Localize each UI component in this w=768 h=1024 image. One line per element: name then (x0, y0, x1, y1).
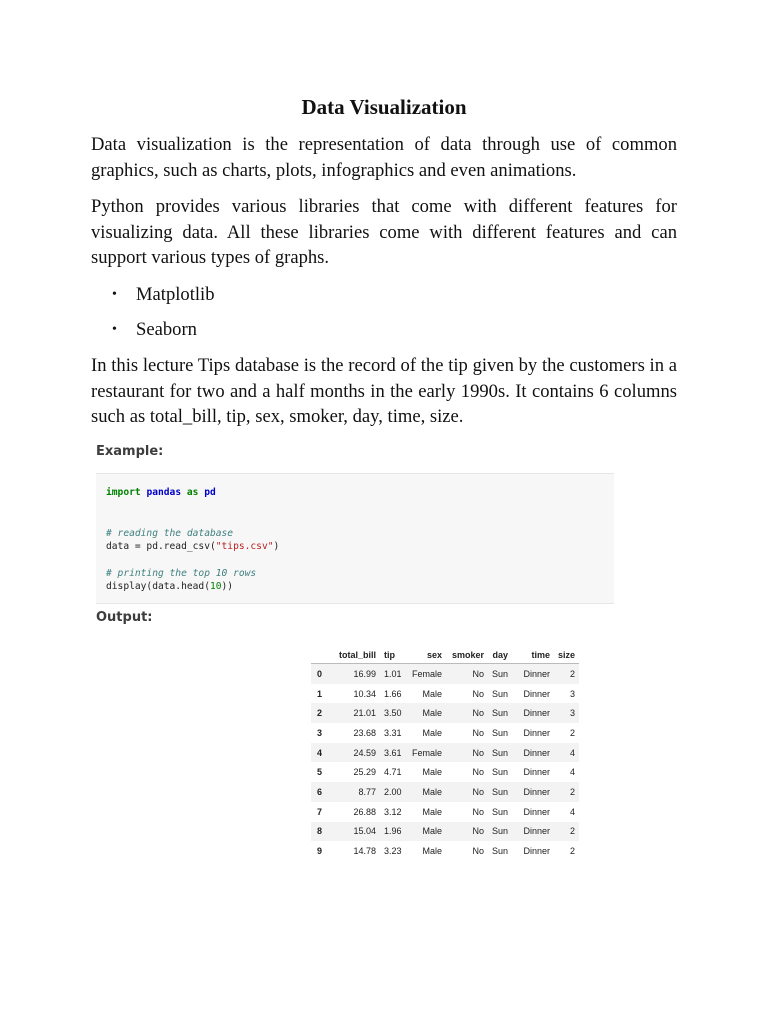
output-label: Output: (96, 610, 153, 625)
row-index: 6 (317, 786, 323, 797)
table-cell: Dinner (523, 727, 551, 738)
column-header: smoker (446, 646, 488, 664)
table-cell: No (472, 688, 485, 699)
table-cell: 1.01 (384, 668, 402, 679)
code-text: data = pd.read_csv( (106, 541, 216, 552)
table-cell: 1.66 (384, 688, 402, 699)
code-text: ) (273, 541, 280, 552)
table-cell: Sun (492, 688, 509, 699)
bullet-icon: • (112, 287, 117, 302)
table-cell: No (472, 747, 485, 758)
code-module: pandas (146, 487, 182, 498)
code-line-display (106, 580, 233, 593)
table-cell: 2 (570, 727, 576, 738)
table-cell: Sun (492, 846, 509, 857)
table-cell: No (472, 727, 485, 738)
table-cell: Dinner (523, 846, 551, 857)
row-index: 0 (317, 668, 323, 679)
table-cell: Dinner (523, 806, 551, 817)
table-row (311, 743, 579, 763)
table-row (311, 664, 579, 684)
table-cell: 3.50 (384, 708, 402, 719)
table-cell: Dinner (523, 688, 551, 699)
table-row (311, 762, 579, 782)
table-cell: Sun (492, 727, 509, 738)
column-header: total_bill (334, 646, 380, 664)
table-cell: Sun (492, 668, 509, 679)
table-cell: Dinner (523, 767, 551, 778)
code-block (96, 473, 614, 604)
table-cell: Male (422, 767, 443, 778)
table-cell: 3.31 (384, 727, 402, 738)
table-header-row (311, 646, 579, 664)
dataset-paragraph: In this lecture Tips database is the record of the tip given by the customers in a restaurant for two and a half months in the early 1990s. It contains 6 columns such as total_bill, tip, sex, smoker, day, time, size. (91, 355, 677, 427)
table-cell: Male (422, 846, 443, 857)
table-cell: 4 (570, 747, 576, 758)
table-cell: 24.59 (353, 747, 377, 758)
code-line-read (106, 540, 279, 553)
code-text: display(data.head( (106, 581, 210, 592)
code-keyword: import (106, 487, 141, 498)
row-index: 2 (317, 708, 323, 719)
row-index: 4 (317, 747, 323, 758)
table-cell: Sun (492, 806, 509, 817)
row-index: 9 (317, 846, 323, 857)
column-header: tip (380, 646, 406, 664)
table-cell: Dinner (523, 826, 551, 837)
table-cell: 21.01 (353, 708, 377, 719)
table-cell: Male (422, 688, 443, 699)
table-cell: 2 (570, 846, 576, 857)
column-header: sex (406, 646, 446, 664)
table-cell: No (472, 806, 485, 817)
table-cell: 4.71 (384, 767, 402, 778)
code-line-import (106, 486, 216, 499)
column-header: size (554, 646, 579, 664)
table-cell: Sun (492, 826, 509, 837)
table-cell: No (472, 826, 485, 837)
table-cell: Male (422, 826, 443, 837)
table-cell: No (472, 786, 485, 797)
table-cell: 26.88 (353, 806, 377, 817)
table-cell: Dinner (523, 668, 551, 679)
table-cell: 15.04 (353, 826, 377, 837)
table-cell: No (472, 708, 485, 719)
row-index: 5 (317, 767, 323, 778)
table-cell: 3 (570, 708, 576, 719)
table-cell: 4 (570, 806, 576, 817)
list-item-label: Seaborn (136, 319, 197, 340)
index-header (311, 646, 334, 664)
table-row (311, 822, 579, 842)
table-cell: 2.00 (384, 786, 402, 797)
code-string: "tips.csv" (215, 541, 274, 552)
table-cell: Male (422, 806, 443, 817)
list-item (112, 282, 215, 317)
table-cell: Dinner (523, 708, 551, 719)
table-cell: 14.78 (353, 846, 377, 857)
table-cell: Dinner (523, 747, 551, 758)
table-row (311, 703, 579, 723)
table-row (311, 723, 579, 743)
library-list (112, 282, 215, 352)
intro-paragraph: Data visualization is the representation of data through use of common graphics, such as charts, plots, infographics and even animations. (91, 134, 677, 181)
table-cell: 3.12 (384, 806, 402, 817)
table-cell: 16.99 (353, 668, 377, 679)
table-cell: Female (412, 668, 443, 679)
table-cell: 2 (570, 786, 576, 797)
table-cell: No (472, 668, 485, 679)
code-text: )) (221, 581, 234, 592)
table-cell: 4 (570, 767, 576, 778)
table-cell: 25.29 (353, 767, 377, 778)
table-cell: Male (422, 786, 443, 797)
list-item-label: Matplotlib (136, 284, 215, 305)
column-header: time (512, 646, 554, 664)
table-row (311, 782, 579, 802)
code-comment: # reading the database (106, 528, 234, 539)
table-cell: Sun (492, 708, 509, 719)
row-index: 7 (317, 806, 323, 817)
code-number: 10 (209, 581, 222, 592)
table-cell: 2 (570, 826, 576, 837)
table-cell: 2 (570, 668, 576, 679)
page-title: Data Visualization (301, 95, 467, 119)
table-cell: 1.96 (384, 826, 402, 837)
table-cell: 3 (570, 688, 576, 699)
row-index: 8 (317, 826, 323, 837)
table-cell: Sun (492, 767, 509, 778)
table-row (311, 684, 579, 704)
table-cell: Sun (492, 786, 509, 797)
table-cell: Dinner (523, 786, 551, 797)
table-cell: 8.77 (358, 786, 377, 797)
table-row (311, 802, 579, 822)
table-cell: Sun (492, 747, 509, 758)
table-cell: No (472, 846, 485, 857)
code-keyword: as (186, 487, 199, 498)
column-header: day (488, 646, 512, 664)
bullet-icon: • (112, 322, 117, 337)
table-cell: Male (422, 727, 443, 738)
table-cell: Female (412, 747, 443, 758)
table-cell: Male (422, 708, 443, 719)
code-comment: # printing the top 10 rows (106, 568, 257, 579)
libraries-paragraph: Python provides various libraries that come with different features for visualizing data. All these libraries come with different features and can support various types of graphs. (91, 196, 677, 268)
row-index: 3 (317, 727, 323, 738)
list-item (112, 317, 215, 352)
row-index: 1 (317, 688, 323, 699)
table-cell: 3.61 (384, 747, 402, 758)
code-module: pd (204, 487, 216, 498)
table-cell: 23.68 (353, 727, 377, 738)
table-cell: 10.34 (353, 688, 377, 699)
example-label: Example: (96, 444, 164, 459)
table-row (311, 841, 579, 861)
table-cell: 3.23 (384, 846, 402, 857)
table-cell: No (472, 767, 485, 778)
dataframe-table (311, 646, 579, 861)
